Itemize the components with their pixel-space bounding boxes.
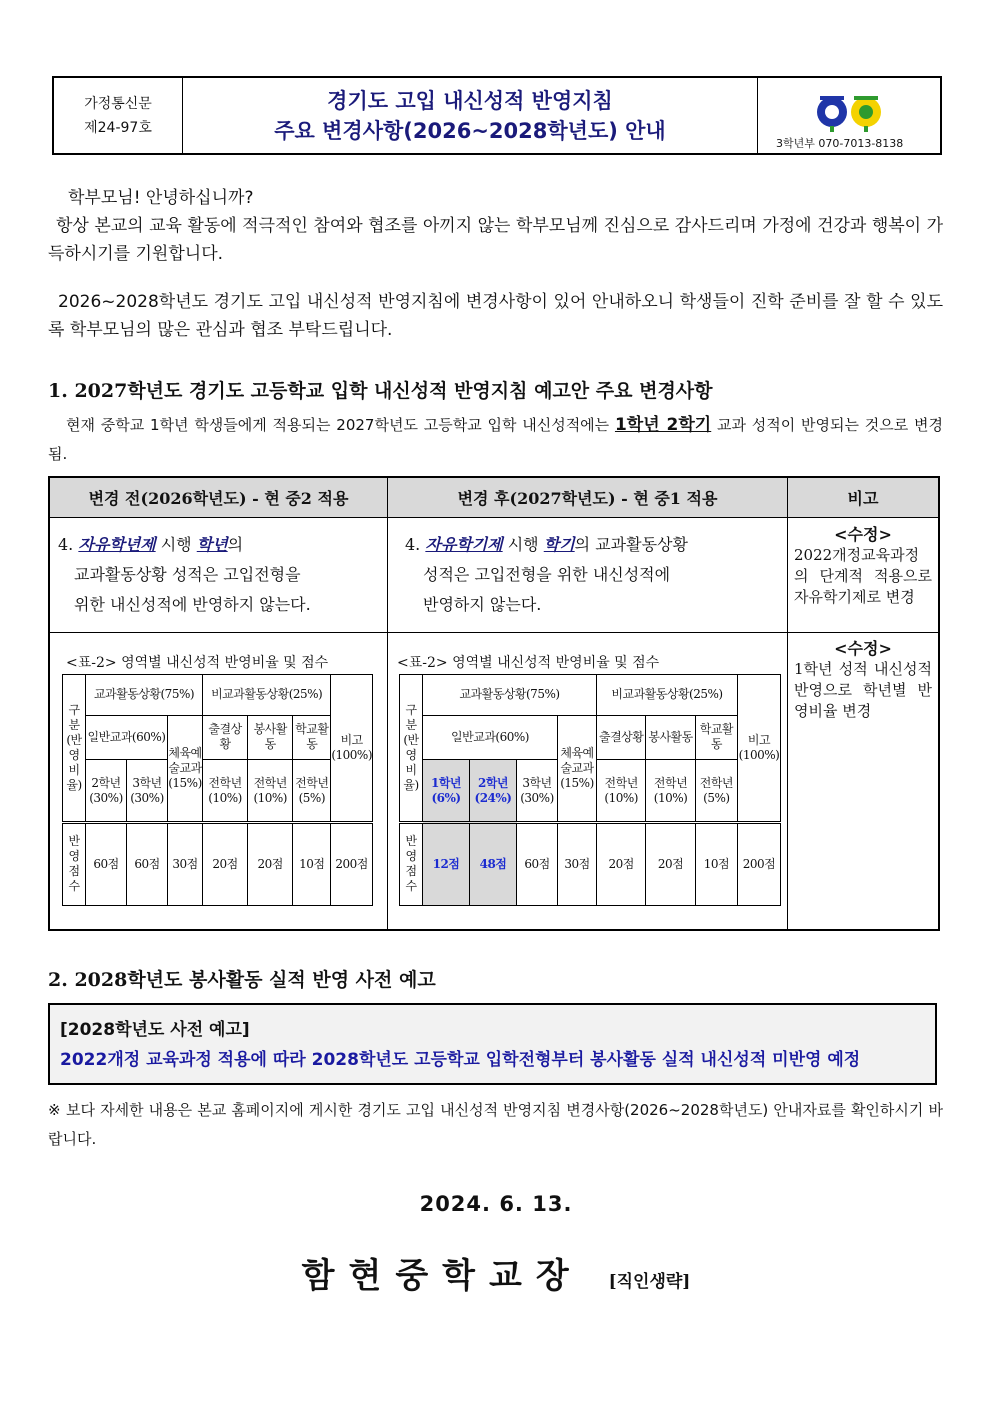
remark-header: 비고(100%) [331,675,373,823]
score-cell: 20점 [597,822,646,905]
note-1 [794,522,932,608]
school-activity-header: 학교활동 [293,715,331,760]
rule-before-num: 4. [58,535,79,554]
score-cell: 60점 [517,822,558,905]
score-cell: 12점 [423,822,470,905]
rule-before-emph-1: 자유학년제 [78,535,156,554]
principal-name: 함현중학교장 [301,1256,583,1296]
col-header-note: 비고 [847,489,879,508]
notice-title: [2028학년도 사전 예고] [60,1020,250,1040]
attendance-header: 출결상황 [597,715,646,760]
grade-2-header: 2학년(24%) [470,760,517,823]
rule-after [405,530,785,620]
signature [0,1248,992,1297]
rule-after-emph-2: 학기 [543,535,575,554]
subject-activity-header: 교과활동상황(75%) [423,675,597,716]
desc-part-a: 현재 중학교 1학년 학생들에게 적용되는 2027학년도 고등학교 입학 내신성적에는 [66,416,615,434]
school-logo-icon [816,86,884,132]
caption-before: <표-2> 영역별 내신성적 반영비율 및 점수 [66,655,329,671]
rule-after-end: 의 교과활동상황 [574,535,688,554]
attendance-ratio: 전학년(10%) [597,760,646,823]
rule-before-emph-2: 학년 [196,535,228,554]
volunteer-ratio: 전학년(10%) [248,760,293,823]
intro-paragraph-2: 2026~2028학년도 경기도 고입 내신성적 반영지침에 변경사항이 있어 안내하오니 학생들이 진학 준비를 잘 할 수 있도록 학부모님의 많은 관심과 협조 부탁드립니다. [48,292,943,340]
note-1-body: 2022개정교육과정의 단계적 적용으로 자유학기제로 변경 [794,546,932,606]
title-line-2: 주요 변경사항(2026~2028학년도) 안내 [274,118,666,143]
comparison-table [48,476,940,931]
remark-header: 비고(100%) [738,675,781,823]
school-activity-header: 학교활동 [695,715,737,760]
score-cell: 20점 [646,822,695,905]
grade-3-header: 3학년(30%) [517,760,558,823]
note-2-title: <수정> [834,639,892,658]
rule-before [58,530,383,620]
attendance-header: 출결상황 [203,715,248,760]
attendance-ratio: 전학년(10%) [203,760,248,823]
grade-1-header: 1학년(6%) [423,760,470,823]
grade-2-header: 2학년(30%) [86,760,127,823]
score-cell: 20점 [248,822,293,905]
arts-subject-header: 체육예술교과(15%) [558,715,597,822]
volunteer-header: 봉사활동 [646,715,695,760]
school-activity-ratio: 전학년(5%) [293,760,331,823]
score-cell: 60점 [86,822,127,905]
nonsubject-activity-header: 비교과활동상황(25%) [203,675,331,716]
score-cell: 10점 [293,822,331,905]
contact-phone: 3학년부 070-7013-8138 [776,137,904,150]
rule-after-mid: 시행 [502,535,544,554]
letter-type: 가정통신문 [84,95,152,112]
notice-box [48,1003,937,1085]
letter-title [183,78,758,153]
intro-paragraph-1: 항상 본교의 교육 활동에 적극적인 참여와 협조를 아끼지 않는 학부모님께 진심으로 감사드리며 가정에 건강과 행복이 가득하시기를 기원합니다. [48,216,943,264]
note-2-body: 1학년 성적 내신성적 반영으로 학년별 반영비율 변경 [794,660,932,720]
seal-note: [직인생략] [608,1272,691,1292]
rule-after-line-3: 반영하지 않는다. [423,595,542,614]
score-cell: 48점 [470,822,517,905]
rule-after-line-2: 성적은 고입전형을 위한 내신성적에 [423,565,671,584]
title-line-1: 경기도 고입 내신성적 반영지침 [327,88,613,113]
footnote: ※ 보다 자세한 내용은 본교 홈페이지에 게시한 경기도 고입 내신성적 반영지침 변경사항(2026~2028학년도) 안내자료를 확인하시기 바랍니다. [48,1101,943,1148]
letter-header [52,76,942,155]
school-logo-cell [758,78,940,153]
score-cell: 200점 [738,822,781,905]
grade-3-header: 3학년(30%) [127,760,168,823]
caption-after: <표-2> 영역별 내신성적 반영비율 및 점수 [397,655,660,671]
general-subject-header: 일반교과(60%) [86,715,168,760]
section-1-description [48,411,943,469]
ratio-table-before [62,674,373,906]
general-subject-header: 일반교과(60%) [423,715,558,760]
arts-subject-header: 체육예술교과(15%) [168,715,203,822]
rule-after-num: 4. [405,535,426,554]
note-2 [794,636,932,722]
nonsubject-activity-header: 비교과활동상황(25%) [597,675,738,716]
volunteer-ratio: 전학년(10%) [646,760,695,823]
desc-emphasis: 1학년 2학기 [614,415,712,435]
desc-part-b: 교과 성적이 반영되는 것으로 변경됨. [48,416,944,463]
rule-after-emph-1: 자유학기제 [425,535,503,554]
section-1-title: 1. 2027학년도 경기도 고등학교 입학 내신성적 반영지침 예고안 주요 변경사항 [48,380,713,402]
score-cell: 20점 [203,822,248,905]
greeting: 학부모님! 안녕하십니까? [68,188,254,208]
score-cell: 30점 [558,822,597,905]
letter-number: 제24-97호 [84,119,152,136]
rule-before-end: 의 [227,535,244,554]
score-label: 반영점수 [400,822,423,905]
col-header-after: 변경 후(2027학년도) - 현 중1 적용 [457,489,718,508]
issue-date: 2024. 6. 13. [419,1192,573,1216]
section-2-title: 2. 2028학년도 봉사활동 실적 반영 사전 예고 [48,969,436,991]
volunteer-header: 봉사활동 [248,715,293,760]
note-1-title: <수정> [834,525,892,544]
score-cell: 10점 [695,822,737,905]
subject-activity-header: 교과활동상황(75%) [86,675,203,716]
score-cell: 200점 [331,822,373,905]
col-header-before: 변경 전(2026학년도) - 현 중2 적용 [88,489,349,508]
school-activity-ratio: 전학년(5%) [695,760,737,823]
gubun-cell: 구분(반영비율) [400,675,423,823]
ratio-table-after [399,674,781,906]
rule-before-line-3: 위한 내신성적에 반영하지 않는다. [74,595,311,614]
score-cell: 60점 [127,822,168,905]
score-label: 반영점수 [63,822,86,905]
rule-before-line-2: 교과활동상황 성적은 고입전형을 [74,565,301,584]
letter-number-cell [54,78,183,153]
gubun-cell: 구분(반영비율) [63,675,86,823]
rule-before-mid: 시행 [155,535,197,554]
notice-body: 2022개정 교육과정 적용에 따라 2028학년도 고등학교 입학전형부터 봉사활동 실적 내신성적 미반영 예정 [60,1050,861,1070]
score-cell: 30점 [168,822,203,905]
